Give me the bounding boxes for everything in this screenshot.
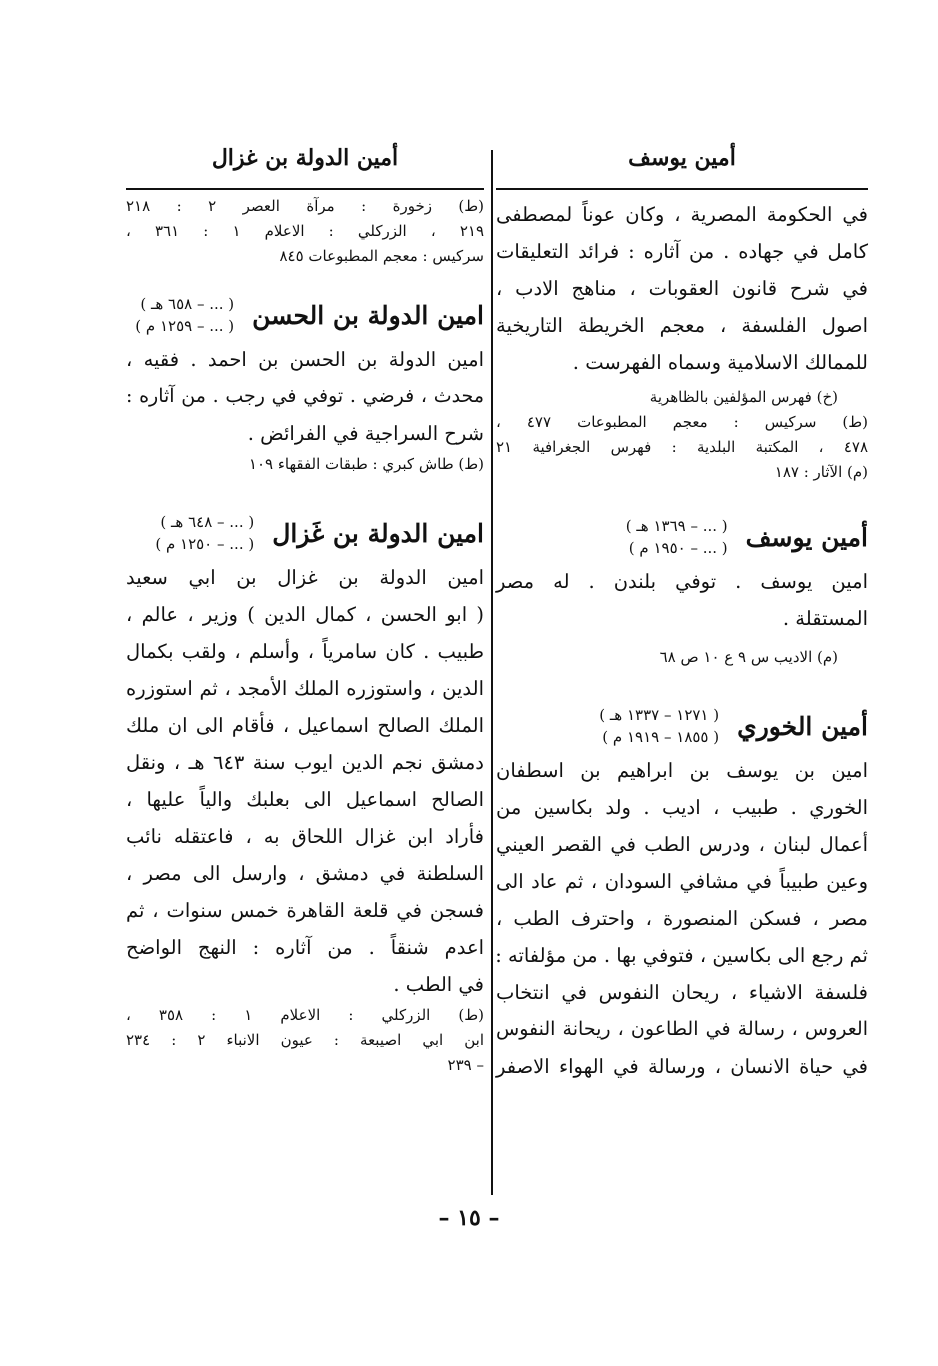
text-line: وعين طبيباً في مشافي السودان ، ثم عاد الى <box>496 870 868 893</box>
entry-dates <box>599 704 719 748</box>
reference-line: (ط) زخورة : مرآة العصر ٢ : ٢١٨ <box>126 197 485 215</box>
text-line: الخوري . طبيب ، اديب . ولد بكاسين من <box>496 796 868 819</box>
reference-line: ابن ابي اصيبعة : عيون الانباء ٢ : ٢٣٤ <box>126 1031 484 1049</box>
running-head-left: أمين الدولة بن غزال <box>126 140 484 190</box>
hijri-dates: ( ... – ١٣٦٩ هـ ) <box>625 517 728 535</box>
text-line: كامل في جهاده . من آثاره : فرائد التعليقات <box>496 240 868 263</box>
reference-line: (خ) فهرس المؤلفين بالظاهرية <box>649 388 838 406</box>
text-line: فسجن في قلعة القاهرة خمس سنوات ، ثم <box>126 899 484 922</box>
text-line: السلطنة في دمشق ، وارسل الى مصر ، <box>126 862 484 885</box>
text-line: الصالح اسماعيل الى بعلبك والياً عليها ، <box>126 788 484 811</box>
entry-dates <box>155 511 254 555</box>
left-column <box>126 140 484 1078</box>
entry-name: أمين الخوري <box>737 711 868 741</box>
text-line: ثم رجع الى بكاسين ، فتوفي بها . من مؤلفاته : <box>495 944 868 967</box>
entry-amin-al-khuri <box>496 704 868 1085</box>
entry-amin-al-dawla-ibn-al-hasan <box>126 293 484 477</box>
text-line: العروس ، رسالة في الطاعون ، ريحانة النفوس <box>496 1018 868 1040</box>
entry-heading <box>126 511 484 555</box>
text-line: امين الدولة بن الحسن بن احمد . فقيه ، <box>126 348 484 371</box>
reference-line: (ط) سركيس : معجم المطبوعات ٤٧٧ ، <box>496 413 868 431</box>
entry-heading <box>496 704 868 748</box>
text-line: اصول الفلسفة ، معجم الخريطة التاريخية <box>496 314 868 337</box>
text-line: مصر ، فسكن المنصورة ، واحترف الطب ، <box>496 907 868 930</box>
gregorian-dates: ( ... – ١٢٥٩ م ) <box>135 317 235 335</box>
entry-amin-al-dawla-ibn-ghazal <box>126 511 484 1078</box>
text-line: للممالك الاسلامية وسماه الفهرست . <box>572 351 868 374</box>
column-divider <box>491 150 493 1195</box>
reference-line: (ط) الزركلي : الاعلام ١ : ٣٥٨ ، <box>126 1006 484 1024</box>
text-line: امين يوسف . توفي بلندن . له مصر <box>496 570 868 593</box>
gregorian-dates: ( ... – ١٢٥٠ م ) <box>155 535 255 553</box>
continued-entry-text <box>496 196 868 381</box>
text-line: في الحكومة المصرية ، وكان عوناً لمصطفى <box>496 203 868 226</box>
text-line: في شرح قانون العقوبات ، مناهج الادب ، <box>496 277 868 300</box>
continued-entry-references <box>126 194 484 269</box>
text-line: طبيب . كان سامرياً ، وأسلم ، ولقب بكمال <box>126 640 484 663</box>
entry-name: امين الدولة بن الحسن <box>252 300 484 330</box>
hijri-dates: ( ... – ٦٥٨ هـ ) <box>140 295 235 313</box>
reference-line: (ط) طاش كبري : طبقات الفقهاء ١٠٩ <box>248 455 484 473</box>
text-line: الملك الصالح اسماعيل ، فأقام الى ان ملك <box>126 714 484 737</box>
reference-line: ٤٧٨ ، المكتبة البلدية : فهرس الجغرافية ٢١ <box>496 438 868 456</box>
text-line: شرح السراجية في الفرائض . <box>247 422 484 445</box>
text-line: محدث ، فرضي . توفي في رجب . من آثاره : <box>126 385 484 407</box>
hijri-dates: ( ... – ٦٤٨ هـ ) <box>160 513 255 531</box>
reference-line: (م) الآثار : ١٨٧ <box>774 463 868 481</box>
text-line: أعمال لبنان ، ودرس الطب في القصر العيني <box>496 833 868 856</box>
reference-line: – ٢٣٩ <box>447 1056 484 1074</box>
text-line: فأراد ابن غزال اللحاق به ، فاعتقله نائب <box>126 825 484 848</box>
hijri-dates: ( ١٢٧١ – ١٣٣٧ هـ ) <box>599 706 720 724</box>
right-column <box>496 140 868 1085</box>
text-line: ( ابو الحسن ، كمال الدين ) وزير ، عالم ، <box>126 603 484 626</box>
text-line: الدين ، واستوزره الملك الأمجد ، ثم استوزره <box>126 677 484 700</box>
entry-amin-yusuf <box>496 515 868 670</box>
text-line: اعدم شنقاً . من آثاره : النهج الواضح <box>126 936 484 959</box>
entry-name: أمين يوسف <box>745 522 868 552</box>
reference-line: (م) الاديب س ٩ ع ١٠ ص ٦٨ <box>659 648 838 666</box>
gregorian-dates: ( ... – ١٩٥٠ م ) <box>628 539 728 557</box>
gregorian-dates: ( ١٨٥٥ – ١٩١٩ م ) <box>602 728 720 746</box>
entry-heading <box>496 515 868 559</box>
text-line: في الطب . <box>393 973 484 996</box>
text-line: امين بن يوسف بن ابراهيم بن اسطفان <box>496 759 868 782</box>
text-line: المستقلة . <box>782 607 868 630</box>
running-head-right: أمين يوسف <box>496 140 868 190</box>
continued-entry-references <box>496 385 868 485</box>
text-line: دمشق نجم الدين ايوب سنة ٦٤٣ هـ ، ونقل <box>126 751 484 774</box>
text-line: فلسفة الاشياء ، ريحان النفوس في انتخاب <box>496 981 868 1004</box>
reference-line: ٢١٩ ، الزركلي : الاعلام ١ : ٣٦١ ، <box>126 222 484 240</box>
text-line: امين الدولة بن غزال بن ابي سعيد <box>126 566 484 589</box>
entry-dates <box>135 293 234 337</box>
page-number: – ١٥ – <box>438 1205 500 1231</box>
entry-heading <box>126 293 484 337</box>
entry-dates <box>626 515 728 559</box>
reference-line: سركيس : معجم المطبوعات ٨٤٥ <box>279 247 484 265</box>
entry-name: امين الدولة بن غَزال <box>272 518 484 548</box>
text-line: في حياة الانسان ، ورسالة في الهواء الاصفر <box>496 1055 868 1078</box>
